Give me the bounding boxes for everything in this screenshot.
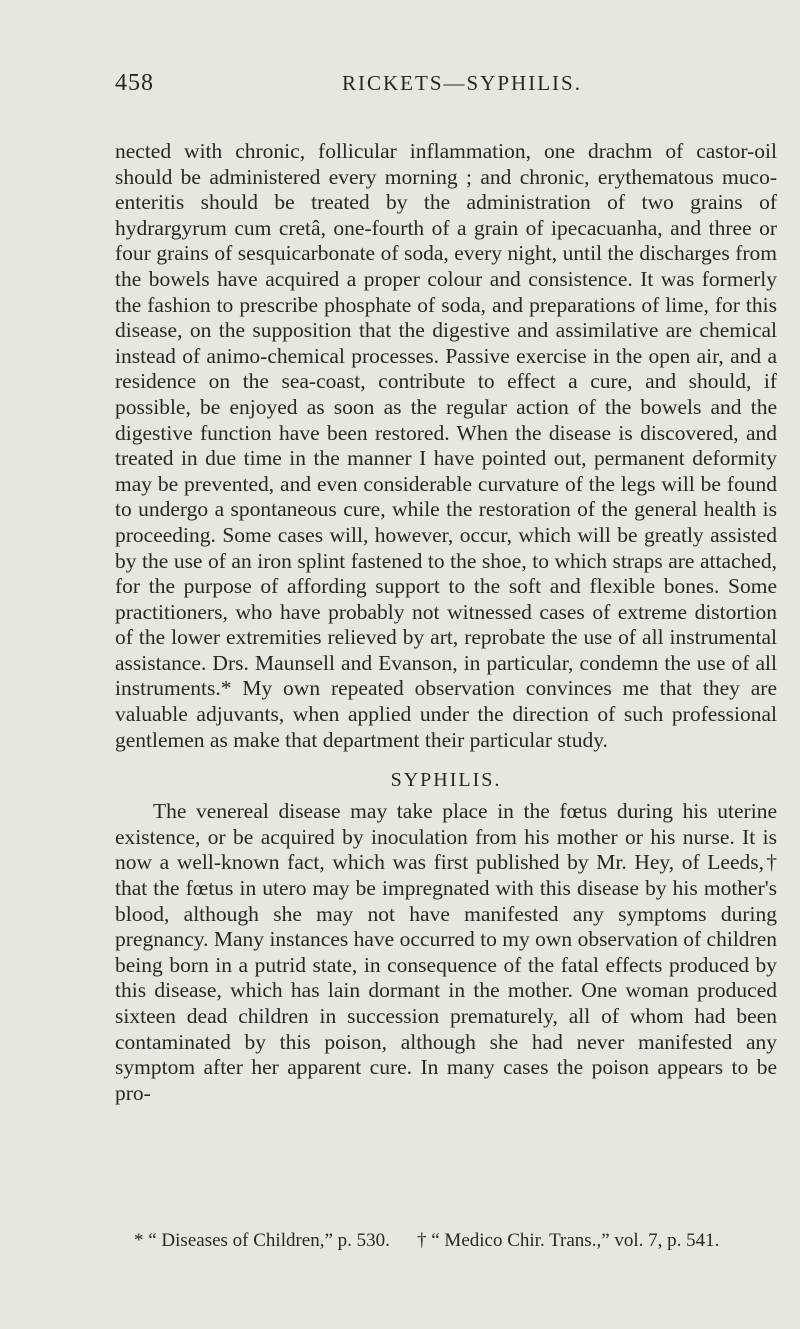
paragraph-syphilis: The venereal disease may take place in the fœtus during his uterine existence, or be acquired by inoculation from his mother or his nurse. It is now a well-known fact, which was first published by Mr. Hey, of Leeds,† that the fœtus in utero may be impregnated with this disease by his mother's blood, although she may not have manifested any symptoms during pregnancy. Many instances have occurred to my own observation of children being born in a putrid state, in consequence of the fatal effects produced by this disease, which has lain dormant in the mother. One woman produced sixteen dead children in succession prematurely, all of whom had been contaminated by this poison, although she had never manifested any symptom after her apparent cure. In many cases the poison appears to be pro- — [115, 799, 777, 1105]
paragraph-rickets-treatment: nected with chronic, follicular inflammation, one drachm of castor-oil should be administered every morning ; and chronic, erythematous muco-enteritis should be treated by the administration of two grains of hydrargyrum cum cretâ, one-fourth of a grain of ipecacuanha, and three or four grains of sesquicarbonate of soda, every night, until the discharges from the bowels have acquired a proper colour and consistence. It was formerly the fashion to prescribe phosphate of soda, and preparations of lime, for this disease, on the supposition that the digestive and assimilative are chemical instead of animo-chemical processes. Passive exercise in the open air, and a residence on the sea-coast, contribute to effect a cure, and should, if possible, be enjoyed as soon as the regular action of the bowels and the digestive function have been restored. When the disease is discovered, and treated in due time in the manner I have pointed out, permanent deformity may be prevented, and even considerable curvature of the legs will be found to undergo a spontaneous cure, while the restoration of the general health is proceeding. Some cases will, however, occur, which will be greatly assisted by the use of an iron splint fastened to the shoe, to which straps are attached, for the purpose of affording support to the soft and flexible bones. Some practitioners, who have probably not witnessed cases of extreme distortion of the lower extremities relieved by art, reprobate the use of all instrumental assistance. Drs. Maunsell and Evanson, in particular, condemn the use of all instruments.* My own repeated observation convinces me that they are valuable adjuvants, when applied under the direction of such professional gentlemen as make that department their particular study. — [115, 139, 777, 752]
body-text — [115, 139, 777, 1106]
page-number: 458 — [115, 70, 154, 96]
page-header — [115, 66, 777, 100]
footnote-2: † “ Medico Chir. Trans.,” vol. 7, p. 541. — [417, 1230, 720, 1251]
footnote-1: * “ Diseases of Children,” p. 530. — [134, 1230, 390, 1251]
section-heading: SYPHILIS. — [390, 769, 502, 792]
running-head: RICKETS—SYPHILIS. — [342, 71, 582, 95]
